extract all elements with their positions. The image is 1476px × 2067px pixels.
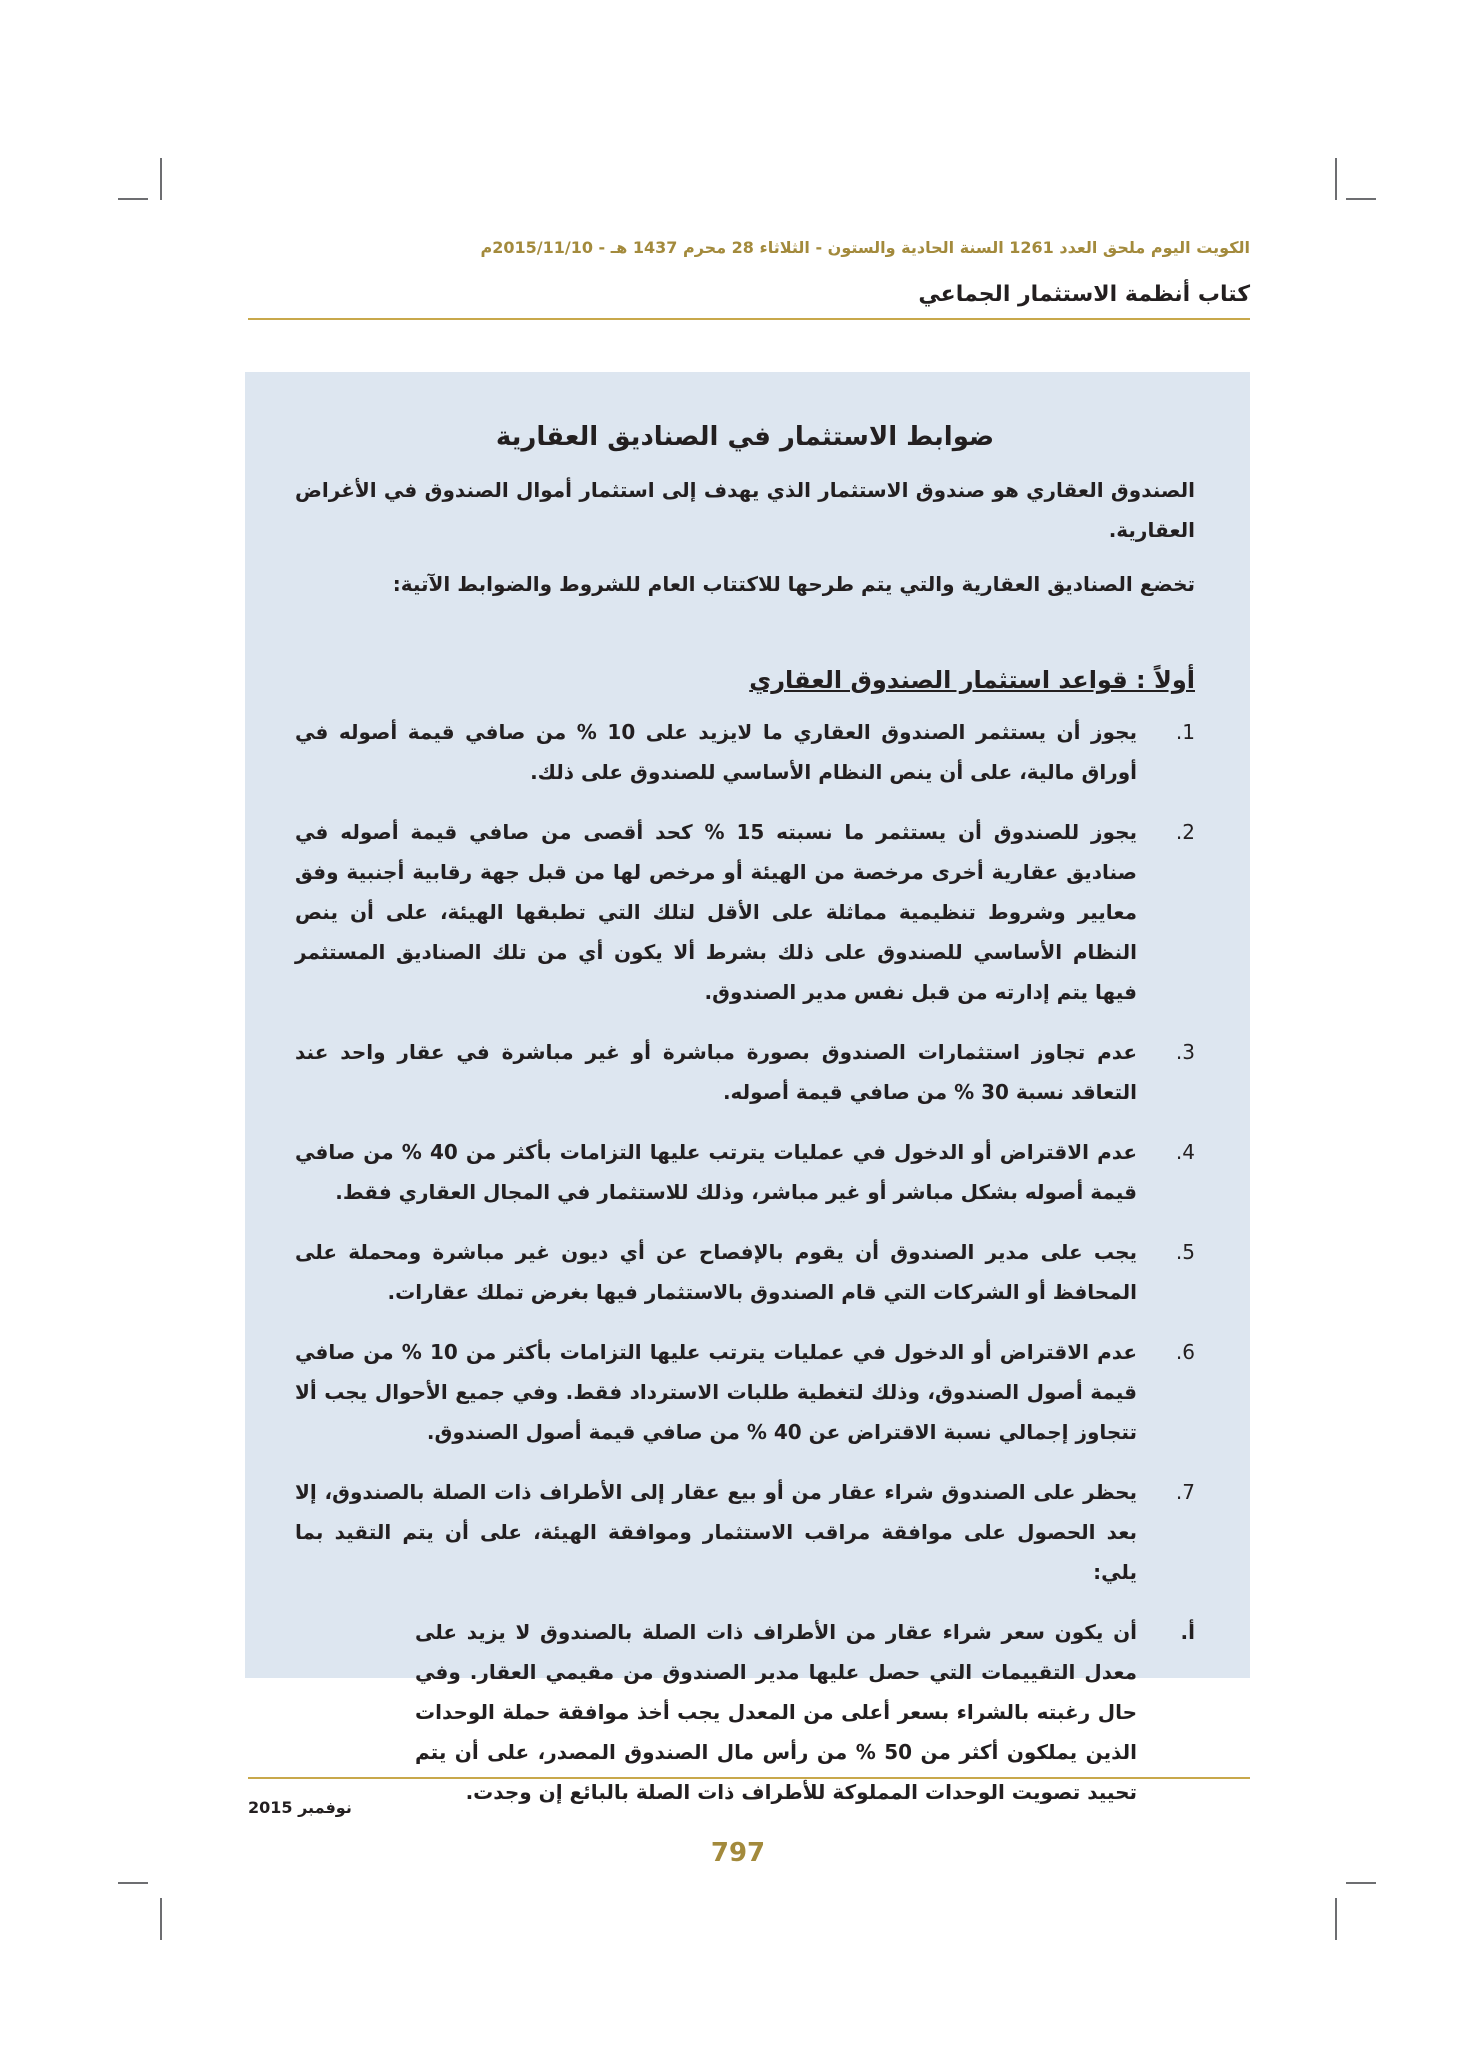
section-heading: أولاً : قواعد استثمار الصندوق العقاري xyxy=(749,666,1195,694)
crop-mark xyxy=(1346,198,1376,200)
publication-line: الكويت اليوم ملحق العدد 1261 السنة الحادية والستون - الثلاثاء 28 محرم 1437 هـ - 2015/11/10م xyxy=(480,238,1250,257)
intro-paragraph: تخضع الصناديق العقارية والتي يتم طرحها للاكتتاب العام للشروط والضوابط الآتية: xyxy=(392,572,1195,596)
item-text: عدم تجاوز استثمارات الصندوق بصورة مباشرة أو غير مباشرة في عقار واحد عند التعاقد نسبة 30 % من صافي قيمة أصوله. xyxy=(295,1040,1137,1104)
rules-list xyxy=(295,712,1195,1592)
item-text: يجوز أن يستثمر الصندوق العقاري ما لايزيد على 10 % من صافي قيمة أصوله في أوراق مالية، على أن ينص النظام الأساسي للصندوق على ذلك. xyxy=(295,720,1137,784)
item-number: 6. xyxy=(1175,1340,1195,1364)
header-rule xyxy=(248,318,1250,320)
list-item xyxy=(295,1232,1195,1312)
item-number: أ. xyxy=(1180,1620,1195,1644)
crop-mark xyxy=(1335,158,1337,200)
item-number: 2. xyxy=(1175,820,1195,844)
item-number: 1. xyxy=(1175,720,1195,744)
item-number: 5. xyxy=(1175,1240,1195,1264)
item-text: أن يكون سعر شراء عقار من الأطراف ذات الصلة بالصندوق لا يزيد على معدل التقييمات التي حصل عليها مدير الصندوق من مقيمي العقار. وفي حال رغبته بالشراء بسعر أعلى من المعدل يجب أخذ موافقة حملة الوحدات الذين يملكون أكثر من 50 % من رأس مال الصندوق المصدر، على أن يتم تحييد تصويت الوحدات المملوكة للأطراف ذات الصلة بالبائع إن وجدت. xyxy=(415,1620,1138,1804)
crop-mark xyxy=(118,1882,148,1884)
footer-rule xyxy=(248,1777,1250,1779)
list-item xyxy=(295,1472,1195,1592)
intro-paragraph: الصندوق العقاري هو صندوق الاستثمار الذي يهدف إلى استثمار أموال الصندوق في الأغراض العقارية. xyxy=(295,478,1195,542)
item-text: يجب على مدير الصندوق أن يقوم بالإفصاح عن أي ديون غير مباشرة ومحملة على المحافظ أو الشركات التي قام الصندوق بالاستثمار فيها بغرض تملك عقارات. xyxy=(295,1240,1137,1304)
panel-content xyxy=(295,422,1195,1812)
item-text: يحظر على الصندوق شراء عقار من أو بيع عقار إلى الأطراف ذات الصلة بالصندوق، إلا بعد الحصول على موافقة مراقب الاستثمار وموافقة الهيئة، على أن يتم التقيد بما يلي: xyxy=(295,1480,1137,1584)
list-item xyxy=(295,1332,1195,1452)
item-number: 7. xyxy=(1175,1480,1195,1504)
list-item xyxy=(295,1032,1195,1112)
crop-mark xyxy=(160,1898,162,1940)
item-text: عدم الاقتراض أو الدخول في عمليات يترتب عليها التزامات بأكثر من 40 % من صافي قيمة أصوله بشكل مباشر أو غير مباشر، وذلك للاستثمار في المجال العقاري فقط. xyxy=(295,1140,1137,1204)
list-item xyxy=(295,712,1195,792)
crop-mark xyxy=(160,158,162,200)
crop-mark xyxy=(118,198,148,200)
sub-list-item xyxy=(415,1612,1195,1812)
footer-date: نوفمبر 2015 xyxy=(248,1798,352,1817)
item-text: يجوز للصندوق أن يستثمر ما نسبته 15 % كحد أقصى من صافي قيمة أصوله في صناديق عقارية أخرى مرخصة من الهيئة أو مرخص لها من قبل جهة رقابية أجنبية وفق معايير وشروط تنظيمية مماثلة على الأقل لتلك التي تطبقها الهيئة، على أن ينص النظام الأساسي للصندوق على ذلك بشرط ألا يكون أي من تلك الصناديق المستثمر فيها يتم إدارته من قبل نفس مدير الصندوق. xyxy=(295,820,1137,1004)
item-number: 4. xyxy=(1175,1140,1195,1164)
item-number: 3. xyxy=(1175,1040,1195,1064)
book-title: كتاب أنظمة الاستثمار الجماعي xyxy=(918,282,1250,307)
list-item xyxy=(295,1132,1195,1212)
crop-mark xyxy=(1335,1898,1337,1940)
page-number: 797 xyxy=(710,1838,766,1868)
item-text: عدم الاقتراض أو الدخول في عمليات يترتب عليها التزامات بأكثر من 10 % من صافي قيمة أصول الصندوق، وذلك لتغطية طلبات الاسترداد فقط. وفي جميع الأحوال يجب ألا تتجاوز إجمالي نسبة الاقتراض عن 40 % من صافي قيمة أصول الصندوق. xyxy=(295,1340,1137,1444)
content-panel xyxy=(245,372,1250,1804)
list-item xyxy=(295,812,1195,1012)
crop-mark xyxy=(1346,1882,1376,1884)
panel-title: ضوابط الاستثمار في الصناديق العقارية xyxy=(495,422,995,452)
